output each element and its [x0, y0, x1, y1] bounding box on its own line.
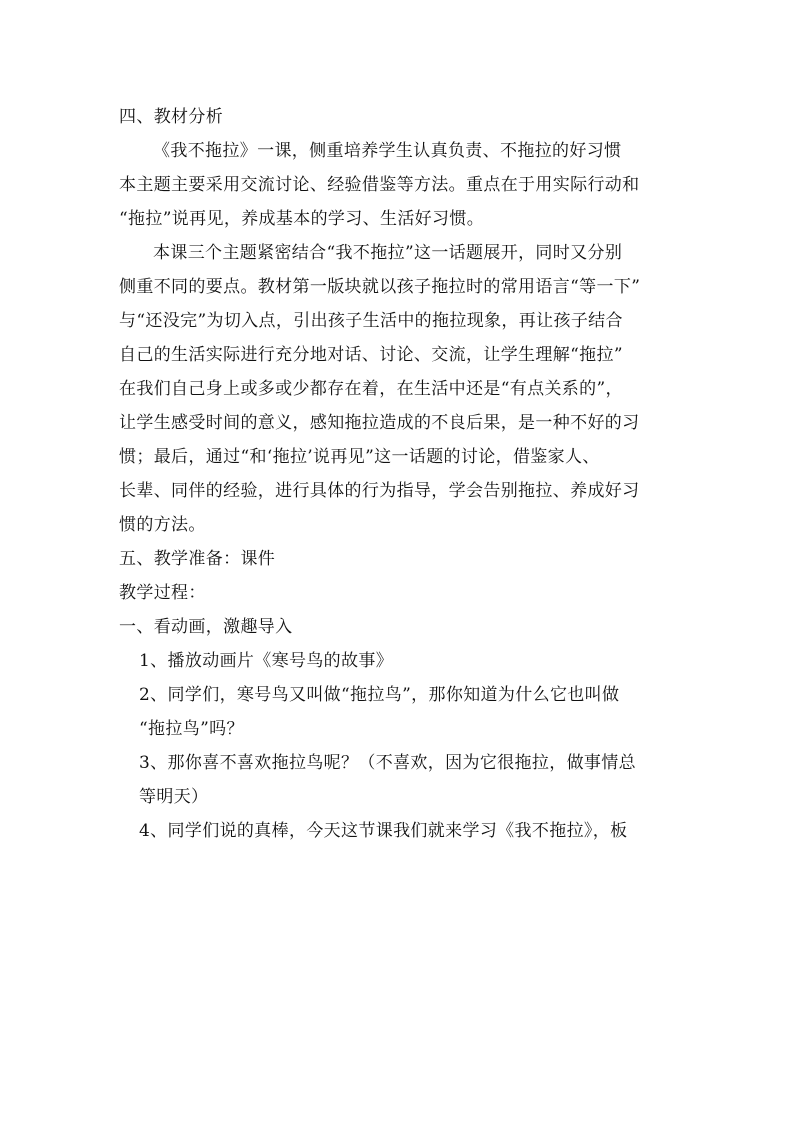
- paragraph-line: 与“还没完”为切入点，引出孩子生活中的拖拉现象，再让孩子结合: [119, 311, 623, 331]
- paragraph-line: 《我不拖拉》一课，侧重培养学生认真负责、不拖拉的好习惯: [153, 141, 622, 161]
- section-heading-teaching-process: 教学过程：: [119, 583, 206, 603]
- paragraph-line: 长辈、同伴的经验，进行具体的行为指导，学会告别拖拉、养成好习: [119, 481, 640, 501]
- list-item-line: 等明天）: [139, 787, 209, 807]
- list-item-line: 2、同学们，寒号鸟又叫做“拖拉鸟”，那你知道为什么它也叫做: [139, 685, 620, 705]
- paragraph-line: 本课三个主题紧密结合“我不拖拉”这一话题展开，同时又分别: [153, 243, 623, 263]
- paragraph-line: 在我们自己身上或多或少都存在着，在生活中还是“有点关系的”，: [119, 379, 623, 399]
- section-heading-animation-intro: 一、看动画，激趣导入: [119, 617, 293, 637]
- list-item-line: 3、那你喜不喜欢拖拉鸟呢？（不喜欢，因为它很拖拉，做事情总: [139, 753, 636, 773]
- section-heading-textbook-analysis: 四、教材分析: [119, 107, 224, 127]
- paragraph-line: 自己的生活实际进行充分地对话、讨论、交流，让学生理解“拖拉”: [119, 345, 623, 365]
- paragraph-line: 惯；最后，通过“和‘拖拉’说再见”这一话题的讨论，借鉴家人、: [119, 447, 600, 467]
- list-item-line: 1、播放动画片《寒号鸟的故事》: [139, 651, 394, 671]
- document-body: [119, 100, 681, 848]
- list-item-line: 4、同学们说的真棒，今天这节课我们就来学习《我不拖拉》，板: [139, 821, 628, 841]
- paragraph-line: 本主题主要采用交流讨论、经验借鉴等方法。重点在于用实际行动和: [119, 175, 640, 195]
- paragraph-line: 惯的方法。: [119, 515, 206, 535]
- list-item-line: “拖拉鸟”吗？: [139, 719, 244, 739]
- paragraph-line: 侧重不同的要点。教材第一版块就以孩子拖拉时的常用语言“等一下”: [119, 277, 641, 297]
- paragraph-line: “拖拉”说再见，养成基本的学习、生活好习惯。: [119, 209, 485, 229]
- section-heading-teaching-preparation: 五、教学准备：课件: [119, 549, 276, 569]
- paragraph-line: 让学生感受时间的意义，感知拖拉造成的不良后果，是一种不好的习: [119, 413, 640, 433]
